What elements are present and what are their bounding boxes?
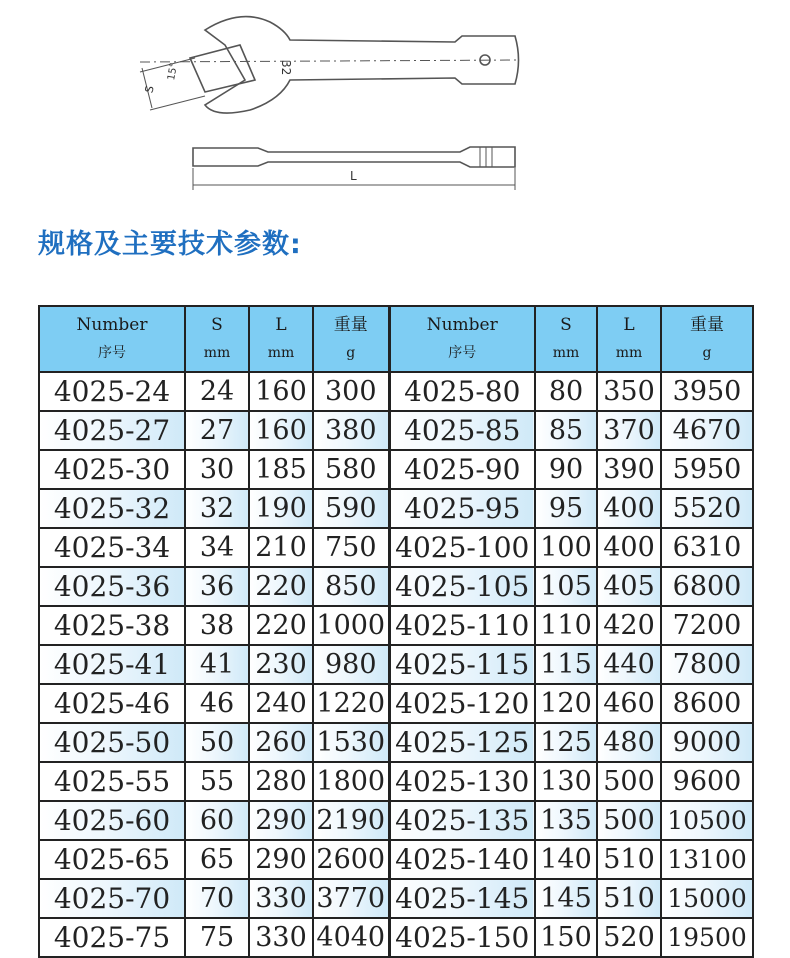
table-cell: 390 [597, 450, 661, 489]
column-header-label: 重量 [690, 315, 724, 335]
table-cell: 350 [597, 372, 661, 411]
table-cell: 3950 [661, 372, 753, 411]
table-cell: 4025-75 [39, 918, 185, 957]
table-cell: 4025-110 [389, 606, 535, 645]
column-header-unit: mm [552, 345, 580, 361]
table-cell: 7800 [661, 645, 753, 684]
table-cell: 110 [535, 606, 597, 645]
table-cell: 13100 [661, 840, 753, 879]
column-header [597, 306, 661, 372]
table-cell: 145 [535, 879, 597, 918]
table-cell: 3770 [313, 879, 389, 918]
table-cell: 4670 [661, 411, 753, 450]
table-row [39, 567, 753, 606]
table-cell: 4025-27 [39, 411, 185, 450]
table-cell: 4025-50 [39, 723, 185, 762]
table-cell: 55 [185, 762, 249, 801]
table-cell: 4025-60 [39, 801, 185, 840]
dim-s-label: S [142, 84, 157, 95]
table-row [39, 411, 753, 450]
column-header-unit: g [702, 345, 712, 361]
table-row [39, 762, 753, 801]
table-cell: 46 [185, 684, 249, 723]
table-cell: 125 [535, 723, 597, 762]
table-cell: 19500 [661, 918, 753, 957]
table-cell: 330 [249, 879, 313, 918]
table-cell: 4025-38 [39, 606, 185, 645]
table-row [39, 450, 753, 489]
table-cell: 90 [535, 450, 597, 489]
table-cell: 1220 [313, 684, 389, 723]
table-cell: 300 [313, 372, 389, 411]
table-row [39, 684, 753, 723]
table-cell: 4025-85 [389, 411, 535, 450]
column-header-unit: g [346, 345, 356, 361]
table-cell: 6800 [661, 567, 753, 606]
table-cell: 65 [185, 840, 249, 879]
table-cell: 4025-55 [39, 762, 185, 801]
table-cell: 4025-145 [389, 879, 535, 918]
table-cell: 2190 [313, 801, 389, 840]
table-row [39, 879, 753, 918]
column-header-label: S [211, 315, 223, 335]
dim-angle-label: 15° [166, 61, 181, 82]
table-cell: 4025-32 [39, 489, 185, 528]
table-cell: 27 [185, 411, 249, 450]
table-cell: 4025-70 [39, 879, 185, 918]
table-cell: 1530 [313, 723, 389, 762]
table-cell: 15000 [661, 879, 753, 918]
table-cell: 230 [249, 645, 313, 684]
column-header-unit: mm [615, 345, 643, 361]
table-cell: 4025-130 [389, 762, 535, 801]
table-cell: 2600 [313, 840, 389, 879]
table-cell: 370 [597, 411, 661, 450]
wrench-top-view [140, 17, 520, 113]
table-cell: 220 [249, 567, 313, 606]
table-row [39, 645, 753, 684]
table-cell: 4025-150 [389, 918, 535, 957]
column-header-label: Number [426, 315, 498, 335]
table-cell: 36 [185, 567, 249, 606]
spec-table [38, 305, 754, 958]
table-cell: 38 [185, 606, 249, 645]
column-header [249, 306, 313, 372]
table-cell: 4025-24 [39, 372, 185, 411]
table-cell: 4025-90 [389, 450, 535, 489]
table-row [39, 489, 753, 528]
column-header [39, 306, 185, 372]
table-cell: 9600 [661, 762, 753, 801]
column-header [389, 306, 535, 372]
table-cell: 41 [185, 645, 249, 684]
table-cell: 400 [597, 489, 661, 528]
table-cell: 160 [249, 411, 313, 450]
table-cell: 4025-41 [39, 645, 185, 684]
table-cell: 480 [597, 723, 661, 762]
column-header [185, 306, 249, 372]
table-cell: 520 [597, 918, 661, 957]
table-cell: 500 [597, 762, 661, 801]
table-cell: 7200 [661, 606, 753, 645]
column-header-unit: mm [267, 345, 295, 361]
table-cell: 4025-100 [389, 528, 535, 567]
table-cell: 400 [597, 528, 661, 567]
table-row [39, 918, 753, 957]
table-cell: 105 [535, 567, 597, 606]
table-cell: 80 [535, 372, 597, 411]
table-cell: 240 [249, 684, 313, 723]
table-cell: 1800 [313, 762, 389, 801]
column-header-label: Number [76, 315, 148, 335]
table-cell: 580 [313, 450, 389, 489]
column-header-unit: 序号 [98, 345, 126, 361]
table-cell: 85 [535, 411, 597, 450]
table-body [39, 372, 753, 957]
table-cell: 10500 [661, 801, 753, 840]
table-cell: 220 [249, 606, 313, 645]
table-cell: 380 [313, 411, 389, 450]
table-cell: 4025-115 [389, 645, 535, 684]
table-cell: 60 [185, 801, 249, 840]
column-header-label: L [275, 315, 287, 335]
table-cell: 405 [597, 567, 661, 606]
column-header [535, 306, 597, 372]
table-header-row [39, 306, 753, 372]
table-cell: 115 [535, 645, 597, 684]
table-cell: 5950 [661, 450, 753, 489]
column-header-unit: 序号 [448, 345, 477, 361]
table-cell: 4025-95 [389, 489, 535, 528]
table-cell: 4025-125 [389, 723, 535, 762]
table-cell: 500 [597, 801, 661, 840]
table-cell: 4025-135 [389, 801, 535, 840]
table-cell: 4025-80 [389, 372, 535, 411]
table-row [39, 528, 753, 567]
table-cell: 135 [535, 801, 597, 840]
column-header-unit: mm [203, 345, 231, 361]
column-header [313, 306, 389, 372]
table-cell: 4025-120 [389, 684, 535, 723]
table-cell: 24 [185, 372, 249, 411]
table-cell: 70 [185, 879, 249, 918]
table-cell: 280 [249, 762, 313, 801]
table-cell: 210 [249, 528, 313, 567]
table-cell: 1000 [313, 606, 389, 645]
table-cell: 34 [185, 528, 249, 567]
table-cell: 6310 [661, 528, 753, 567]
table-row [39, 606, 753, 645]
table-cell: 290 [249, 840, 313, 879]
table-cell: 100 [535, 528, 597, 567]
table-cell: 160 [249, 372, 313, 411]
table-cell: 440 [597, 645, 661, 684]
column-header-label: L [623, 315, 635, 335]
table-row [39, 372, 753, 411]
table-cell: 460 [597, 684, 661, 723]
table-cell: 185 [249, 450, 313, 489]
table-cell: 850 [313, 567, 389, 606]
table-cell: 4025-36 [39, 567, 185, 606]
table-cell: 4025-140 [389, 840, 535, 879]
table-cell: 32 [185, 489, 249, 528]
table-cell: 190 [249, 489, 313, 528]
table-cell: 330 [249, 918, 313, 957]
table-cell: 510 [597, 879, 661, 918]
table-cell: 5520 [661, 489, 753, 528]
table-cell: 75 [185, 918, 249, 957]
table-cell: 120 [535, 684, 597, 723]
spec-heading: 规格及主要技术参数: [38, 229, 302, 260]
table-cell: 30 [185, 450, 249, 489]
table-cell: 4025-30 [39, 450, 185, 489]
table-cell: 95 [535, 489, 597, 528]
table-cell: 290 [249, 801, 313, 840]
column-header [661, 306, 753, 372]
table-cell: 140 [535, 840, 597, 879]
table-cell: 4025-105 [389, 567, 535, 606]
table-cell: 750 [313, 528, 389, 567]
column-header-label: 重量 [333, 315, 368, 335]
table-cell: 50 [185, 723, 249, 762]
table-row [39, 801, 753, 840]
table-cell: 150 [535, 918, 597, 957]
column-header-label: S [560, 315, 572, 335]
dim-length-label: L [350, 169, 357, 183]
dim-open-label: 32 [279, 60, 293, 76]
table-row [39, 723, 753, 762]
table-cell: 9000 [661, 723, 753, 762]
wrench-drawing [0, 0, 790, 200]
table-cell: 4025-46 [39, 684, 185, 723]
table-cell: 980 [313, 645, 389, 684]
table-cell: 420 [597, 606, 661, 645]
table-cell: 4040 [313, 918, 389, 957]
table-cell: 130 [535, 762, 597, 801]
table-cell: 260 [249, 723, 313, 762]
table-cell: 4025-65 [39, 840, 185, 879]
table-cell: 4025-34 [39, 528, 185, 567]
table-cell: 510 [597, 840, 661, 879]
table-row [39, 840, 753, 879]
table-cell: 8600 [661, 684, 753, 723]
table-cell: 590 [313, 489, 389, 528]
